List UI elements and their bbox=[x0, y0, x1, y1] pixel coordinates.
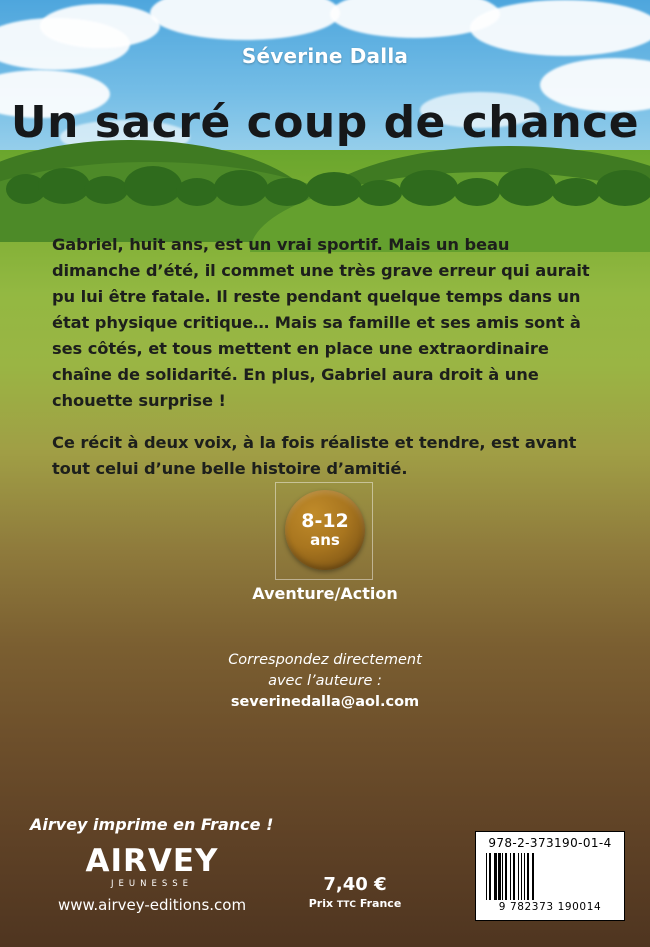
contact-block bbox=[0, 650, 650, 713]
genre-label: Aventure/Action bbox=[252, 584, 398, 603]
print-tagline: Airvey imprime en France ! bbox=[30, 815, 274, 834]
publisher-logo-name: AIRVEY bbox=[85, 843, 219, 879]
barcode-number: 9 782373 190014 bbox=[498, 901, 602, 913]
price-amount: 7,40 € bbox=[323, 874, 387, 895]
age-range-label: 8-12 bbox=[301, 510, 349, 532]
barcode bbox=[475, 831, 625, 921]
book-title: Un sacré coup de chance bbox=[10, 97, 640, 148]
age-badge bbox=[275, 482, 375, 582]
back-cover-blurb bbox=[52, 232, 600, 482]
publisher-website[interactable]: www.airvey-editions.com bbox=[57, 896, 247, 914]
price-note bbox=[275, 896, 435, 913]
age-unit-label: ans bbox=[310, 531, 340, 549]
publisher-logo bbox=[62, 845, 242, 890]
author-name: Séverine Dalla bbox=[241, 44, 409, 68]
barcode-bars bbox=[486, 853, 614, 900]
contact-line-1: Correspondez directement bbox=[228, 652, 422, 668]
publisher-logo-subtitle: JEUNESSE bbox=[111, 879, 193, 889]
price-note-suffix: France bbox=[355, 897, 402, 910]
blurb-paragraph-2: Ce récit à deux voix, à la fois réaliste et tendre, est avant tout celui d’une belle histoire d’amitié. bbox=[52, 433, 577, 478]
age-badge-circle bbox=[285, 490, 365, 570]
price-note-prefix: Prix bbox=[308, 897, 337, 910]
contact-line-2: avec l’auteure : bbox=[268, 673, 382, 689]
blurb-paragraph-1: Gabriel, huit ans, est un vrai sportif. Mais un beau dimanche d’été, il commet une très grave erreur qui aurait pu lui être fatale. Il reste pendant quelque temps dans un état physique critique… Mais sa famille et ses amis sont à ses côtés, et tous mettent en place une extraordinaire chaîne de solidarité. En plus, Gabriel aura droit à une chouette surprise ! bbox=[52, 235, 590, 410]
isbn-label: 978-2-373190-01-4 bbox=[488, 836, 612, 850]
price-note-ttc: TTC bbox=[336, 900, 356, 910]
contact-email[interactable]: severinedalla@aol.com bbox=[230, 694, 420, 710]
price-block bbox=[275, 873, 435, 913]
